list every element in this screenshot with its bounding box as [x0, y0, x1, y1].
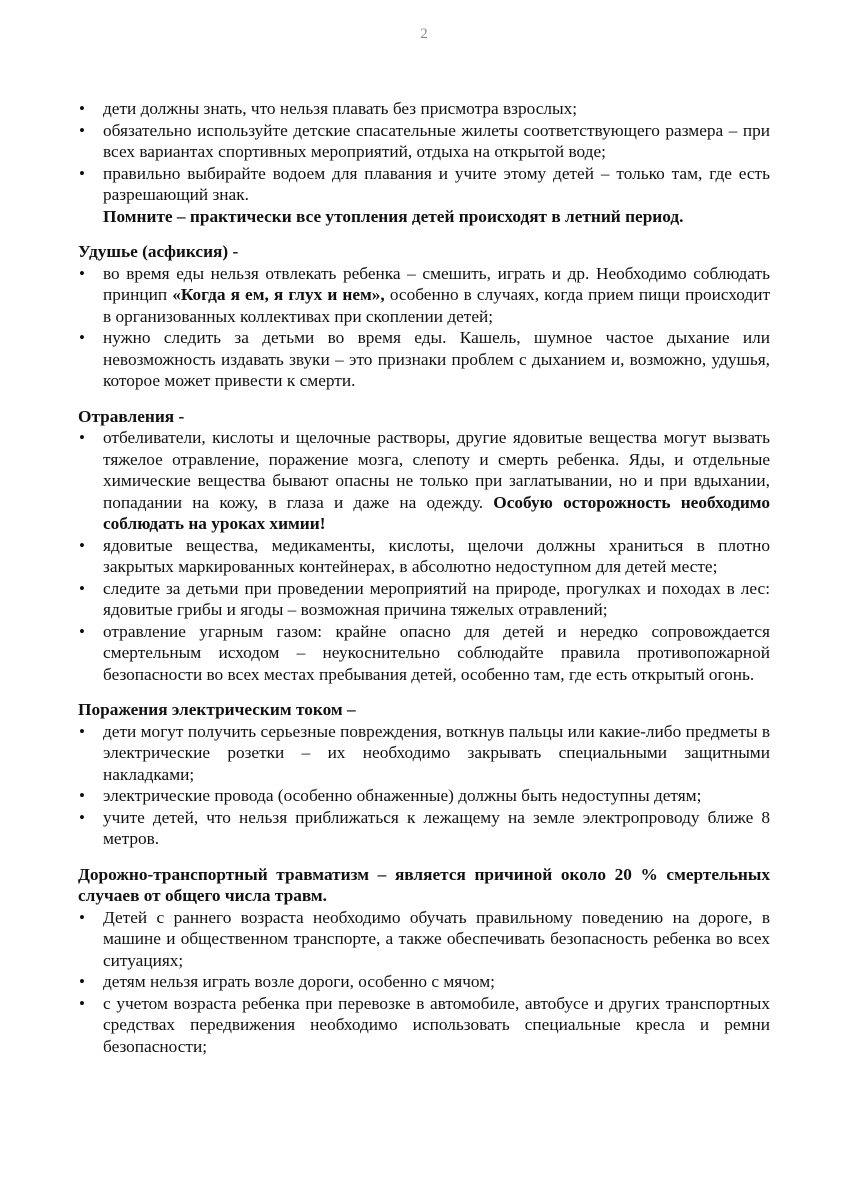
list-item-emphasis: Особую осторожность необходимо соблюдать на уроках химии!: [103, 492, 770, 533]
list-item: • учите детей, что нельзя приближаться к лежащему на земле электропроводу ближе 8 метров.: [78, 807, 770, 850]
list-item: • с учетом возраста ребенка при перевозке в автомобиле, автобусе и других транспортных средствах передвижения необходимо использовать специальные кресла и ремни безопасности;: [78, 993, 770, 1058]
list-item: • электрические провода (особенно обнаженные) должны быть недоступны детям;: [78, 785, 770, 807]
list-item: [78, 263, 770, 328]
list-item: • нужно следить за детьми во время еды. Кашель, шумное частое дыхание или невозможность издавать звуки – это признаки проблем с дыханием и, возможно, удушья, которое может привести к смерти.: [78, 327, 770, 392]
list-item: • ядовитые вещества, медикаменты, кислоты, щелочи должны храниться в плотно закрытых маркированных контейнерах, в абсолютно недоступном для детей месте;: [78, 535, 770, 578]
list-item-text: особенно в случаях, когда прием пищи происходит в организованных коллективах при скоплении детей;: [103, 285, 771, 326]
section-heading: Удушье (асфиксия) -: [78, 242, 239, 261]
section-heading: Отравления -: [78, 406, 185, 426]
list-item: • правильно выбирайте водоем для плавания и учите этому детей – только там, где есть разрешающий знак.: [78, 163, 770, 206]
document-body: [78, 98, 770, 1057]
section-poisoning: [78, 406, 770, 686]
list-item-text: отбеливатели, кислоты и щелочные растворы, другие ядовитые вещества могут вызвать тяжелое отравление, поражение мозга, слепоту и смерть ребенка. Яды, и отдельные химические вещества бывают опасны не только при заглатывании, но и при вдыхании, попадании на кожу, в глаза и даже на одежду.: [103, 428, 770, 512]
list-item: • отравление угарным газом: крайне опасно для детей и нередко сопровождается смертельным исходом – неукоснительно соблюдайте правила противопожарной безопасности во всех местах пребывания детей, особенно там, где есть открытый огонь.: [78, 621, 770, 686]
bullet-list: [78, 427, 770, 685]
section-heading: Поражения электрическим током –: [78, 700, 356, 719]
list-item-text: во время еды нельзя отвлекать ребенка – смешить, играть и др. Необходимо соблюдать принцип: [103, 263, 770, 304]
list-item: • дети могут получить серьезные повреждения, воткнув пальцы или какие-либо предметы в электрические розетки – их необходимо закрывать специальными защитными накладками;: [78, 721, 770, 786]
section-traffic-injury: [78, 864, 770, 1058]
bullet-list: [78, 263, 770, 392]
page-number: 2: [420, 26, 428, 42]
section-water-safety: [78, 98, 770, 227]
bullet-list: [78, 907, 770, 1058]
warning-note: Помните – практически все утопления детей происходят в летний период.: [103, 206, 684, 226]
list-item: • детям нельзя играть возле дороги, особенно с мячом;: [78, 971, 770, 993]
list-item: • дети должны знать, что нельзя плавать без присмотра взрослых;: [78, 98, 770, 120]
bullet-list: [78, 721, 770, 850]
list-item-emphasis: «Когда я ем, я глух и нем»,: [172, 285, 385, 304]
list-item: [78, 427, 770, 535]
section-asphyxia: [78, 241, 770, 392]
bullet-list: [78, 98, 770, 206]
list-item: • обязательно используйте детские спасательные жилеты соответствующего размера – при всех вариантах спортивных мероприятий, отдыха на открытой воде;: [78, 120, 770, 163]
section-electric-shock: [78, 699, 770, 850]
section-heading: Дорожно-транспортный травматизм – является причиной около 20 % смертельных случаев от общего числа травм.: [78, 864, 770, 905]
list-item: • Детей с раннего возраста необходимо обучать правильному поведению на дороге, в машине и общественном транспорте, а также обеспечивать безопасность ребенка во всех ситуациях;: [78, 907, 770, 972]
list-item: • следите за детьми при проведении мероприятий на природе, прогулках и походах в лес: ядовитые грибы и ягоды – возможная причина тяжелых отравлений;: [78, 578, 770, 621]
